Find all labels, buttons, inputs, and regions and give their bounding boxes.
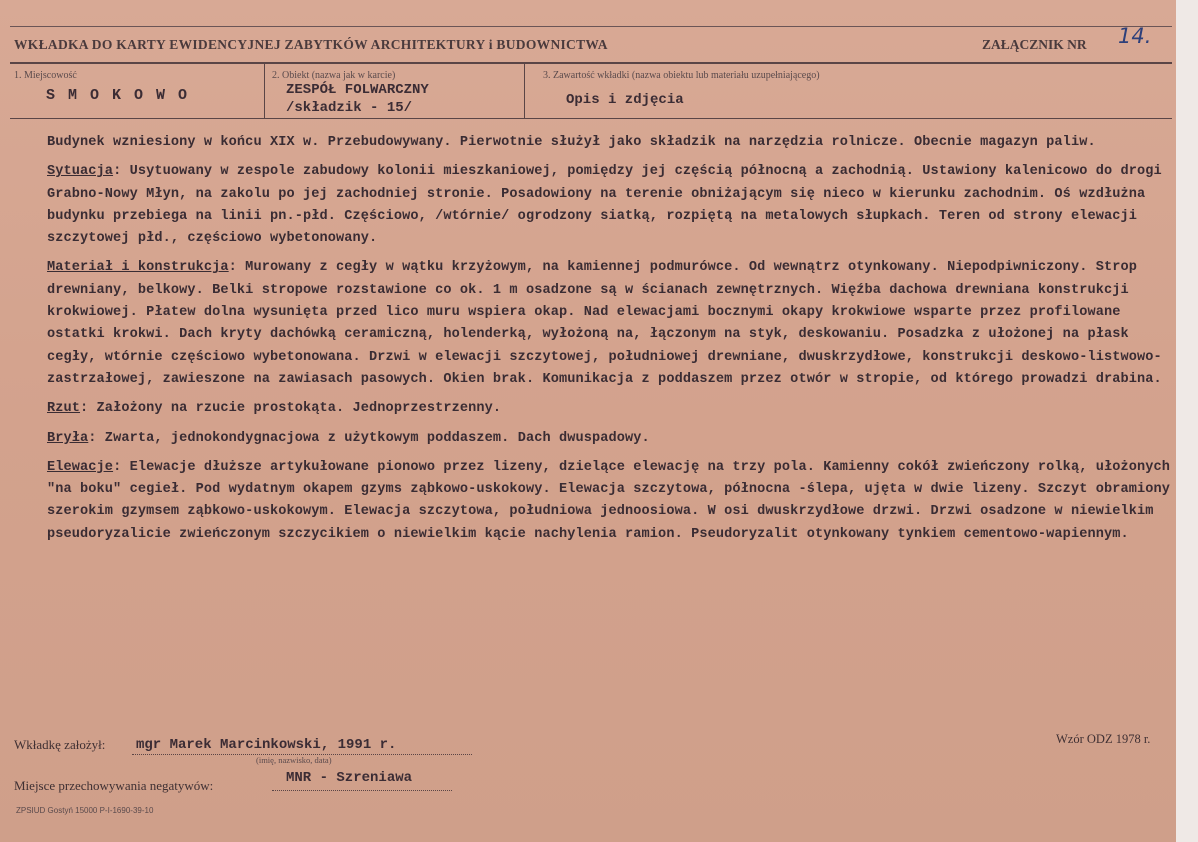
founded-value: mgr Marek Marcinkowski, 1991 r. (136, 737, 397, 753)
section-text: : Usytuowany w zespole zabudowy kolonii mieszkaniowej, pomiędzy jej częścią północną a zachodnią. Ustawiony kalenicowo do drogi Grabno-Nowy Młyn, na zakolu po jej zachodniej stronie. Posadowiony na terenie obniżającym się nieco w kierunku zachodnim. Oś wzdłużna budynku przebiega na linii pn.-płd. Częściowo, /wtórnie/ ogrodzony siatką, rozpiętą na metalowych słupkach. Teren od strony elewacji szczytowej płd., częściowo wybetonowany. (47, 164, 1162, 247)
section-elevations (47, 457, 1172, 546)
storage-value: MNR - Szreniawa (286, 770, 413, 786)
form-title: WKŁADKA DO KARTY EWIDENCYJNEJ ZABYTKÓW ARCHITEKTURY i BUDOWNICTWA (14, 37, 608, 52)
section-situation (47, 161, 1172, 250)
description-body (47, 132, 1172, 553)
section-heading: Elewacje (47, 459, 114, 475)
section-text: : Założony na rzucie prostokąta. Jednoprzestrzenny. (80, 401, 502, 417)
fields-rule (10, 118, 1172, 119)
section-text: : Elewacje dłuższe artykułowane pionowo przez lizeny, dzielące elewację na trzy pola. Kamienny cokół zwieńczony rolką, ułożonych "na boku" cegieł. Pod wydatnym okapem gzyms ząbkowo-uskokowy. Elewacja szczytowa, północna -ślepa, ujęta w dwie lizeny. Szczyt obramiony szerokim gzymsem ząbkowo-uskokowym. Elewacja szczytowa, południowa jednoosiowa. W osi dwuskrzydłowe drzwi. Drzwi osadzone w niewielkim pseudoryzalicie zwieńczonym szczycikiem o niewielkim kącie nachylenia ramion. Pseudoryzalit otynkowany tynkiem cementowo-wapiennym. (47, 459, 1171, 542)
header-rule (10, 62, 1172, 64)
print-info: ZPSIUD Gostyń 15000 P-I-1690-39-10 (16, 806, 154, 815)
section-text: : Murowany z cegły w wątku krzyżowym, na kamiennej podmurówce. Od wewnątrz otynkowany. Niepodpiwniczony. Strop drewniany, belkowy. Belki stropowe rozstawione co ok. 1 m osadzone są w ścianach zewnętrznych. Więźba dachowa drewniana konstrukcji krokwiowej. Płatew dolna wysunięta przed lico muru wspiera okap. Nad elewacjami bocznymi okapy krokwiowe wsparte przez profilowane ostatki krokwi. Dach kryty dachówką ceramiczną, holenderką, wyłożoną na, łączonym na styk, deskowaniu. Posadzka z ułożonej na płask cegły, wtórnie częściowo wybetonowana. Drzwi w elewacji szczytowej, południowej drewniane, dwuskrzydłowe, konstrukcji deskowo-listwowo-zastrzałowej, zawieszone na zawiasach pasowych. Okien brak. Komunikacja z poddaszem przez otwór w stropie, od którego prowadzi drabina. (47, 260, 1162, 387)
field-divider-2 (524, 64, 525, 118)
object-value-line1: ZESPÓŁ FOLWARCZNY (286, 82, 429, 98)
field-divider-1 (264, 64, 265, 118)
section-text: : Zwarta, jednokondygnacjowa z użytkowym poddaszem. Dach dwuspadowy. (88, 430, 650, 446)
scan-edge (1176, 0, 1198, 842)
contents-value: Opis i zdjęcia (566, 92, 684, 108)
locality-label: 1. Miejscowość (14, 70, 77, 81)
object-value-line2: /składzik - 15/ (286, 100, 413, 116)
storage-line (272, 790, 452, 791)
object-label: 2. Obiekt (nazwa jak w karcie) (272, 70, 396, 81)
founded-hint: (imię, nazwisko, data) (256, 755, 332, 765)
section-heading: Materiał i konstrukcja (47, 260, 229, 276)
founded-label: Wkładkę założył: (14, 737, 106, 752)
section-plan (47, 398, 1172, 420)
intro-paragraph: Budynek wzniesiony w końcu XIX w. Przebudowywany. Pierwotnie służył jako składzik na narzędzia rolnicze. Obecnie magazyn paliw. (47, 135, 1096, 150)
contents-label: 3. Zawartość wkładki (nazwa obiektu lub materiału uzupełniającego) (543, 70, 820, 81)
annex-label: ZAŁĄCZNIK NR (982, 37, 1087, 52)
storage-label: Miejsce przechowywania negatywów: (14, 778, 214, 793)
locality-value: S M O K O W O (46, 87, 190, 104)
form-code: Wzór ODZ 1978 r. (1056, 732, 1151, 746)
section-heading: Rzut (47, 401, 81, 417)
section-heading: Sytuacja (47, 164, 114, 180)
section-mass (47, 428, 1172, 450)
section-heading: Bryła (47, 430, 89, 446)
top-border (10, 26, 1172, 27)
section-material (47, 257, 1172, 391)
annex-number: 14. (1118, 24, 1152, 48)
